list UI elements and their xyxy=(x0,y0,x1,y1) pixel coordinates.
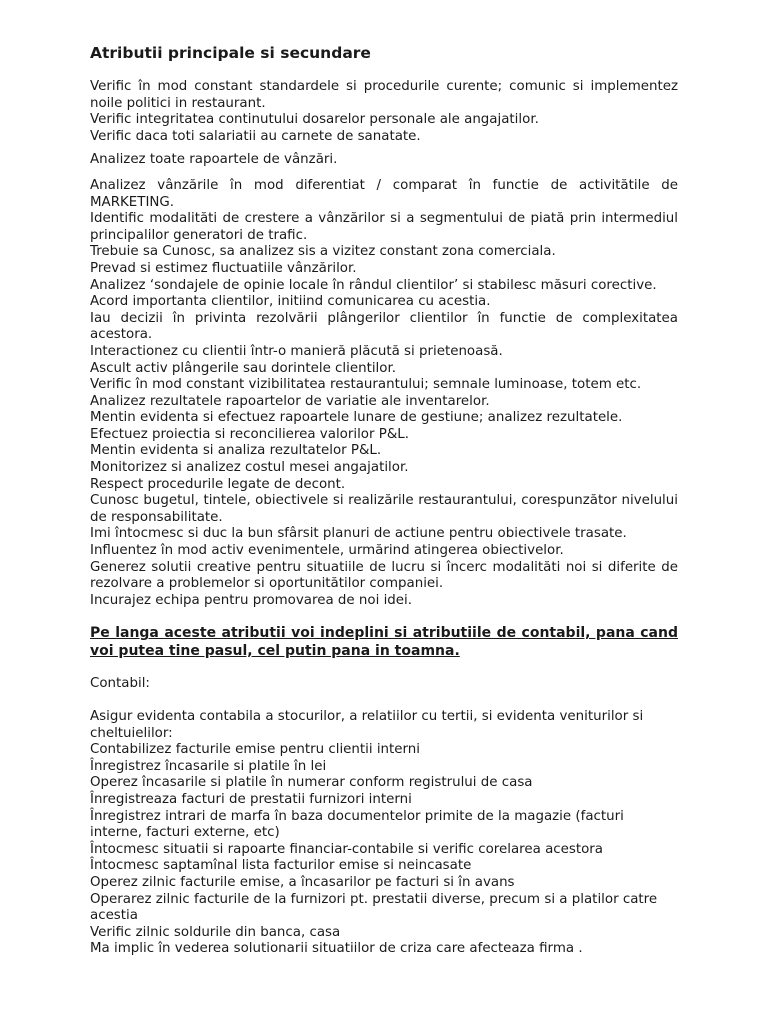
text-line: Mentin evidenta si efectuez rapoartele lunare de gestiune; analizez rezultatele. xyxy=(90,410,623,426)
text-line: Verific zilnic soldurile din banca, casa xyxy=(90,924,341,940)
text-line: Interactionez cu clientii într-o manieră plăcută si prietenoasă. xyxy=(90,343,503,359)
text-line: Influentez în mod activ evenimentele, urmărind atingerea obiectivelor. xyxy=(90,543,564,559)
text-line: Ascult activ plângerile sau dorintele clientilor. xyxy=(90,360,397,376)
text-line: Ma implic în vederea solutionarii situatiilor de criza care afecteaza firma . xyxy=(90,941,583,957)
page-title: Atributii principale si secundare xyxy=(90,44,371,62)
text-line: Respect procedurile legate de decont. xyxy=(90,476,346,492)
text-line: Analizez rezultatele rapoartelor de variatie ale inventarelor. xyxy=(90,393,490,409)
text-line: Acord importanta clientilor, initiind comunicarea cu acestia. xyxy=(90,294,491,310)
text-line: Prevad si estimez fluctuatiile vânzărilor. xyxy=(90,260,357,276)
text-line: Operez încasarile si platile în numerar conform registrului de casa xyxy=(90,775,533,791)
text-line: Incurajez echipa pentru promovarea de noi idei. xyxy=(90,592,413,608)
text-line: Mentin evidenta si analiza rezultatelor P&L. xyxy=(90,443,382,459)
text-line: Asigur evidenta contabila a stocurilor, a relatiilor cu tertii, si evidenta veniturilor si cheltuielilor: xyxy=(90,709,644,741)
text-line: Iau decizii în privinta rezolvării plângerilor clientilor în functie de complexitatea acestora. xyxy=(90,310,678,343)
text-line: Operez zilnic facturile emise, a încasarilor pe facturi si în avans xyxy=(90,874,515,890)
text-line: Verific daca toti salariatii au carnete de sanatate. xyxy=(90,128,421,144)
text-line: Generez solutii creative pentru situatiile de lucru si încerc modalităti noi si diferite de rezolvare a problemelor si oportunitătilor companiei. xyxy=(90,559,678,592)
text-line: Verific integritatea continutului dosarelor personale ale angajatilor. xyxy=(90,112,539,128)
text-line: Înregistreaza facturi de prestatii furnizori interni xyxy=(90,791,412,807)
text-line: Analizez vânzările în mod diferentiat / comparat în functie de activitătile de MARKETING. xyxy=(90,177,678,210)
text-line: Operarez zilnic facturile de la furnizori pt. prestatii diverse, precum si a platilor catre acestia xyxy=(90,891,658,924)
paragraph-sales xyxy=(90,178,678,609)
text-line: Întocmesc saptamînal lista facturilor emise si neincasate xyxy=(90,858,472,874)
text-line: Întocmesc situatii si rapoarte financiar-contabile si verific corelarea acestora xyxy=(90,841,604,857)
text-line: Analizez ‘sondajele de opinie locale în rândul clientilor’ si stabilesc măsuri corective. xyxy=(90,277,657,293)
emphasis-statement: Pe langa aceste atributii voi indeplini si atributiile de contabil, pana cand voi putea tine pasul, cel putin pana in toamna. xyxy=(90,625,678,659)
text-line: Imi întocmesc si duc la bun sfârsit planuri de actiune pentru obiectivele trasate. xyxy=(90,526,627,542)
text-line: Contabilizez facturile emise pentru clientii interni xyxy=(90,742,421,758)
text-line: Înregistrez intrari de marfa în baza documentelor primite de la magazie (facturi interne, facturi externe, etc) xyxy=(90,808,624,841)
paragraph-reports xyxy=(90,152,678,169)
section-heading-contabil: Contabil: xyxy=(90,676,150,692)
text-line: Analizez toate rapoartele de vânzări. xyxy=(90,152,338,168)
text-line: Verific în mod constant vizibilitatea restaurantului; semnale luminoase, totem etc. xyxy=(90,377,642,393)
paragraph-standards xyxy=(90,79,678,145)
text-line: Cunosc bugetul, tintele, obiectivele si realizările restaurantului, corespunzător nivelului de responsabilitate. xyxy=(90,493,678,525)
text-line: Trebuie sa Cunosc, sa analizez sis a vizitez constant zona comerciala. xyxy=(90,244,556,260)
document-page xyxy=(90,42,678,958)
text-line: Verific în mod constant standardele si procedurile curente; comunic si implementez noile politici in restaurant. xyxy=(90,79,678,111)
text-line: Identific modalităti de crestere a vânzărilor si a segmentului de piată prin intermediul principalilor generatori de trafic. xyxy=(90,211,678,243)
text-line: Efectuez proiectia si reconcilierea valorilor P&L. xyxy=(90,426,409,442)
text-line: Înregistrez încasarile si platile în lei xyxy=(90,758,327,774)
text-line: Monitorizez si analizez costul mesei angajatilor. xyxy=(90,460,409,476)
paragraph-accounting xyxy=(90,709,678,958)
